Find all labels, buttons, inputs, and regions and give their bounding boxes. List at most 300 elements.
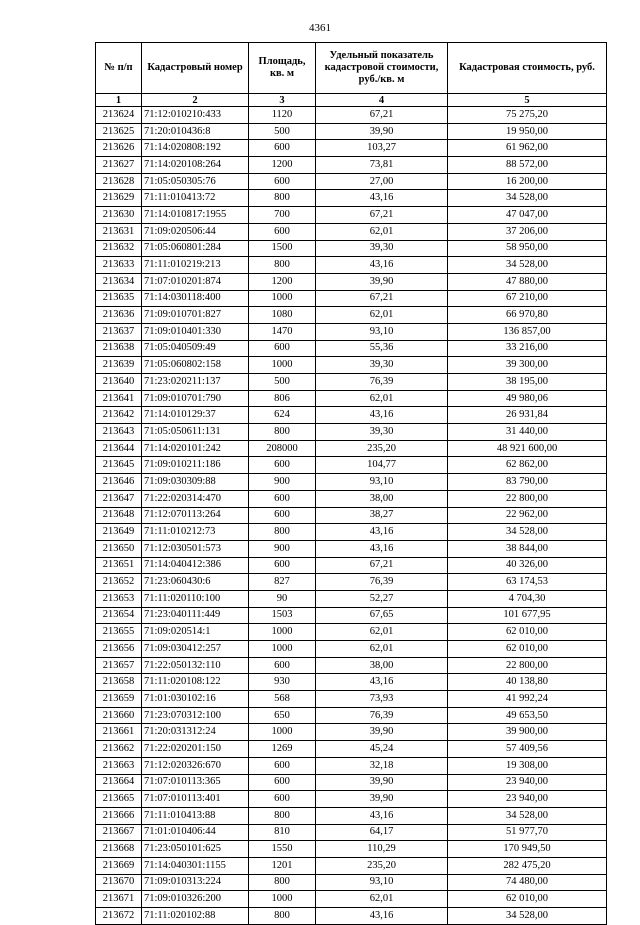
table-row — [96, 340, 607, 357]
table-row — [96, 774, 607, 791]
area: 600 — [249, 507, 316, 524]
row-number: 213626 — [96, 140, 142, 157]
area: 600 — [249, 791, 316, 808]
cadastral-number: 71:12:010210:433 — [142, 107, 249, 124]
cadastral-number: 71:12:030501:573 — [142, 540, 249, 557]
unit-value: 32,18 — [316, 757, 448, 774]
row-number: 213640 — [96, 374, 142, 391]
unit-value: 73,81 — [316, 157, 448, 174]
cadastral-value: 4 704,30 — [448, 590, 607, 607]
cadastral-value: 40 326,00 — [448, 557, 607, 574]
column-number: 1 — [96, 94, 142, 107]
area: 806 — [249, 390, 316, 407]
table-row — [96, 874, 607, 891]
cadastral-number: 71:23:070312:100 — [142, 707, 249, 724]
row-number: 213625 — [96, 123, 142, 140]
cadastral-number: 71:09:010701:790 — [142, 390, 249, 407]
row-number: 213653 — [96, 590, 142, 607]
row-number: 213654 — [96, 607, 142, 624]
unit-value: 62,01 — [316, 641, 448, 658]
cadastral-value: 16 200,00 — [448, 173, 607, 190]
cadastral-value: 26 931,84 — [448, 407, 607, 424]
area: 500 — [249, 123, 316, 140]
area: 650 — [249, 707, 316, 724]
cadastral-number: 71:14:040412:386 — [142, 557, 249, 574]
unit-value: 67,21 — [316, 207, 448, 224]
area: 1000 — [249, 624, 316, 641]
table-row — [96, 290, 607, 307]
area: 600 — [249, 340, 316, 357]
row-number: 213629 — [96, 190, 142, 207]
row-number: 213646 — [96, 474, 142, 491]
cadastral-value: 63 174,53 — [448, 574, 607, 591]
cadastral-value: 67 210,00 — [448, 290, 607, 307]
cadastral-number: 71:11:010413:72 — [142, 190, 249, 207]
cadastral-number: 71:14:020108:264 — [142, 157, 249, 174]
cadastral-value: 83 790,00 — [448, 474, 607, 491]
row-number: 213639 — [96, 357, 142, 374]
cadastral-number: 71:14:010129:37 — [142, 407, 249, 424]
row-number: 213666 — [96, 807, 142, 824]
row-number: 213671 — [96, 891, 142, 908]
area: 800 — [249, 908, 316, 925]
cadastral-value: 58 950,00 — [448, 240, 607, 257]
cadastral-number: 71:12:070113:264 — [142, 507, 249, 524]
cadastral-value: 38 195,00 — [448, 374, 607, 391]
table-row — [96, 724, 607, 741]
table-row — [96, 507, 607, 524]
row-number: 213642 — [96, 407, 142, 424]
cadastral-number: 71:23:060430:6 — [142, 574, 249, 591]
cadastral-number: 71:11:010413:88 — [142, 807, 249, 824]
cadastral-number: 71:22:050132:110 — [142, 657, 249, 674]
table-row — [96, 557, 607, 574]
area: 1000 — [249, 290, 316, 307]
row-number: 213672 — [96, 908, 142, 925]
cadastral-value: 101 677,95 — [448, 607, 607, 624]
cadastral-number: 71:05:060801:284 — [142, 240, 249, 257]
table-row — [96, 123, 607, 140]
area: 600 — [249, 223, 316, 240]
area: 600 — [249, 140, 316, 157]
cadastral-number: 71:11:020108:122 — [142, 674, 249, 691]
cadastral-number: 71:09:010326:200 — [142, 891, 249, 908]
area: 1269 — [249, 741, 316, 758]
cadastral-number: 71:07:010113:365 — [142, 774, 249, 791]
cadastral-number: 71:23:050101:625 — [142, 841, 249, 858]
unit-value: 38,00 — [316, 657, 448, 674]
unit-value: 52,27 — [316, 590, 448, 607]
unit-value: 43,16 — [316, 807, 448, 824]
row-number: 213669 — [96, 857, 142, 874]
unit-value: 43,16 — [316, 524, 448, 541]
cadastral-value: 57 409,56 — [448, 741, 607, 758]
row-number: 213637 — [96, 323, 142, 340]
row-number: 213664 — [96, 774, 142, 791]
cadastral-value: 34 528,00 — [448, 257, 607, 274]
cadastral-number: 71:14:020101:242 — [142, 440, 249, 457]
row-number: 213630 — [96, 207, 142, 224]
row-number: 213657 — [96, 657, 142, 674]
area: 208000 — [249, 440, 316, 457]
cadastral-number: 71:11:020110:100 — [142, 590, 249, 607]
header-unit-value: Удельный показатель кадастровой стоимости, руб./кв. м — [316, 43, 448, 94]
table-row — [96, 490, 607, 507]
cadastral-value: 74 480,00 — [448, 874, 607, 891]
unit-value: 55,36 — [316, 340, 448, 357]
row-number: 213665 — [96, 791, 142, 808]
cadastral-value: 66 970,80 — [448, 307, 607, 324]
row-number: 213660 — [96, 707, 142, 724]
unit-value: 39,90 — [316, 791, 448, 808]
cadastral-value: 136 857,00 — [448, 323, 607, 340]
table-row — [96, 741, 607, 758]
cadastral-value: 33 216,00 — [448, 340, 607, 357]
cadastral-number: 71:11:010212:73 — [142, 524, 249, 541]
table-row — [96, 173, 607, 190]
cadastral-value: 47 047,00 — [448, 207, 607, 224]
cadastral-value: 51 977,70 — [448, 824, 607, 841]
table-row — [96, 390, 607, 407]
cadastral-number: 71:22:020201:150 — [142, 741, 249, 758]
unit-value: 62,01 — [316, 891, 448, 908]
cadastral-number: 71:14:020808:192 — [142, 140, 249, 157]
table-row — [96, 424, 607, 441]
cadastral-number: 71:11:020102:88 — [142, 908, 249, 925]
column-number: 5 — [448, 94, 607, 107]
cadastral-number: 71:14:040301:1155 — [142, 857, 249, 874]
column-number: 4 — [316, 94, 448, 107]
cadastral-number: 71:09:030309:88 — [142, 474, 249, 491]
area: 600 — [249, 557, 316, 574]
cadastral-number: 71:14:010817:1955 — [142, 207, 249, 224]
cadastral-number: 71:22:020314:470 — [142, 490, 249, 507]
cadastral-number: 71:07:010113:401 — [142, 791, 249, 808]
row-number: 213643 — [96, 424, 142, 441]
cadastral-number: 71:09:020514:1 — [142, 624, 249, 641]
table-row — [96, 157, 607, 174]
unit-value: 67,21 — [316, 107, 448, 124]
area: 600 — [249, 457, 316, 474]
unit-value: 43,16 — [316, 674, 448, 691]
unit-value: 93,10 — [316, 874, 448, 891]
cadastral-value: 62 010,00 — [448, 891, 607, 908]
row-number: 213628 — [96, 173, 142, 190]
table-row — [96, 207, 607, 224]
unit-value: 39,30 — [316, 357, 448, 374]
header-cadastral-value: Кадастровая стоимость, руб. — [448, 43, 607, 94]
header-row — [96, 43, 607, 94]
unit-value: 103,27 — [316, 140, 448, 157]
table-row — [96, 457, 607, 474]
unit-value: 235,20 — [316, 440, 448, 457]
cadastral-value: 61 962,00 — [448, 140, 607, 157]
area: 600 — [249, 757, 316, 774]
row-number: 213659 — [96, 691, 142, 708]
cadastral-value: 62 862,00 — [448, 457, 607, 474]
table-row — [96, 908, 607, 925]
unit-value: 39,90 — [316, 724, 448, 741]
table-row — [96, 307, 607, 324]
area: 1000 — [249, 357, 316, 374]
row-number: 213645 — [96, 457, 142, 474]
unit-value: 39,90 — [316, 774, 448, 791]
table-row — [96, 257, 607, 274]
area: 930 — [249, 674, 316, 691]
column-number-row — [96, 94, 607, 107]
cadastral-number: 71:01:010406:44 — [142, 824, 249, 841]
table-row — [96, 440, 607, 457]
cadastral-value: 75 275,20 — [448, 107, 607, 124]
table-row — [96, 607, 607, 624]
cadastral-value: 88 572,00 — [448, 157, 607, 174]
area: 600 — [249, 657, 316, 674]
cadastral-value-table — [95, 42, 607, 925]
cadastral-value: 170 949,50 — [448, 841, 607, 858]
area: 1550 — [249, 841, 316, 858]
unit-value: 43,16 — [316, 257, 448, 274]
cadastral-number: 71:20:010436:8 — [142, 123, 249, 140]
cadastral-value: 19 950,00 — [448, 123, 607, 140]
unit-value: 43,16 — [316, 908, 448, 925]
cadastral-number: 71:05:040509:49 — [142, 340, 249, 357]
cadastral-number: 71:11:010219:213 — [142, 257, 249, 274]
row-number: 213663 — [96, 757, 142, 774]
unit-value: 62,01 — [316, 223, 448, 240]
cadastral-value: 31 440,00 — [448, 424, 607, 441]
area: 1200 — [249, 157, 316, 174]
cadastral-number: 71:23:020211:137 — [142, 374, 249, 391]
row-number: 213635 — [96, 290, 142, 307]
row-number: 213647 — [96, 490, 142, 507]
row-number: 213668 — [96, 841, 142, 858]
cadastral-number: 71:20:031312:24 — [142, 724, 249, 741]
unit-value: 39,90 — [316, 273, 448, 290]
row-number: 213638 — [96, 340, 142, 357]
area: 1080 — [249, 307, 316, 324]
unit-value: 67,21 — [316, 290, 448, 307]
table-row — [96, 624, 607, 641]
cadastral-number: 71:07:010201:874 — [142, 273, 249, 290]
cadastral-number: 71:09:010701:827 — [142, 307, 249, 324]
unit-value: 43,16 — [316, 407, 448, 424]
table-row — [96, 323, 607, 340]
row-number: 213662 — [96, 741, 142, 758]
table-body — [96, 107, 607, 925]
table-row — [96, 841, 607, 858]
row-number: 213656 — [96, 641, 142, 658]
area: 800 — [249, 190, 316, 207]
cadastral-value: 38 844,00 — [448, 540, 607, 557]
unit-value: 38,27 — [316, 507, 448, 524]
table-row — [96, 691, 607, 708]
cadastral-value: 49 980,06 — [448, 390, 607, 407]
unit-value: 62,01 — [316, 307, 448, 324]
unit-value: 39,30 — [316, 240, 448, 257]
cadastral-value: 34 528,00 — [448, 908, 607, 925]
table-row — [96, 474, 607, 491]
table-row — [96, 190, 607, 207]
header-number: № п/п — [96, 43, 142, 94]
area: 800 — [249, 874, 316, 891]
row-number: 213649 — [96, 524, 142, 541]
cadastral-value: 39 900,00 — [448, 724, 607, 741]
row-number: 213627 — [96, 157, 142, 174]
cadastral-value: 19 308,00 — [448, 757, 607, 774]
cadastral-value: 47 880,00 — [448, 273, 607, 290]
area: 900 — [249, 540, 316, 557]
row-number: 213670 — [96, 874, 142, 891]
row-number: 213661 — [96, 724, 142, 741]
table-row — [96, 857, 607, 874]
row-number: 213644 — [96, 440, 142, 457]
unit-value: 235,20 — [316, 857, 448, 874]
area: 800 — [249, 424, 316, 441]
unit-value: 76,39 — [316, 574, 448, 591]
unit-value: 110,29 — [316, 841, 448, 858]
column-number: 3 — [249, 94, 316, 107]
unit-value: 45,24 — [316, 741, 448, 758]
table-row — [96, 641, 607, 658]
row-number: 213651 — [96, 557, 142, 574]
cadastral-value: 62 010,00 — [448, 624, 607, 641]
cadastral-value: 49 653,50 — [448, 707, 607, 724]
header-cadastral-number: Кадастровый номер — [142, 43, 249, 94]
table-row — [96, 223, 607, 240]
table-row — [96, 524, 607, 541]
area: 827 — [249, 574, 316, 591]
cadastral-number: 71:14:030118:400 — [142, 290, 249, 307]
unit-value: 27,00 — [316, 173, 448, 190]
area: 1201 — [249, 857, 316, 874]
cadastral-value: 34 528,00 — [448, 807, 607, 824]
table-row — [96, 674, 607, 691]
row-number: 213650 — [96, 540, 142, 557]
table-row — [96, 374, 607, 391]
area: 800 — [249, 257, 316, 274]
table-row — [96, 757, 607, 774]
row-number: 213636 — [96, 307, 142, 324]
header-area: Площадь, кв. м — [249, 43, 316, 94]
page-number: 4361 — [309, 22, 331, 34]
table-row — [96, 574, 607, 591]
cadastral-value: 41 992,24 — [448, 691, 607, 708]
cadastral-value: 39 300,00 — [448, 357, 607, 374]
cadastral-value: 62 010,00 — [448, 641, 607, 658]
unit-value: 104,77 — [316, 457, 448, 474]
unit-value: 67,21 — [316, 557, 448, 574]
cadastral-number: 71:09:020506:44 — [142, 223, 249, 240]
area: 700 — [249, 207, 316, 224]
row-number: 213667 — [96, 824, 142, 841]
cadastral-value: 23 940,00 — [448, 774, 607, 791]
area: 600 — [249, 490, 316, 507]
table-row — [96, 540, 607, 557]
row-number: 213652 — [96, 574, 142, 591]
table-row — [96, 140, 607, 157]
row-number: 213648 — [96, 507, 142, 524]
unit-value: 43,16 — [316, 540, 448, 557]
table-row — [96, 590, 607, 607]
area: 600 — [249, 774, 316, 791]
table-row — [96, 707, 607, 724]
cadastral-value: 282 475,20 — [448, 857, 607, 874]
table-row — [96, 657, 607, 674]
table-row — [96, 107, 607, 124]
column-number: 2 — [142, 94, 249, 107]
cadastral-number: 71:05:050611:131 — [142, 424, 249, 441]
unit-value: 64,17 — [316, 824, 448, 841]
row-number: 213633 — [96, 257, 142, 274]
cadastral-value: 23 940,00 — [448, 791, 607, 808]
area: 1000 — [249, 641, 316, 658]
table-row — [96, 240, 607, 257]
unit-value: 62,01 — [316, 624, 448, 641]
area: 500 — [249, 374, 316, 391]
area: 1000 — [249, 724, 316, 741]
row-number: 213631 — [96, 223, 142, 240]
area: 90 — [249, 590, 316, 607]
table-row — [96, 824, 607, 841]
area: 810 — [249, 824, 316, 841]
table-row — [96, 807, 607, 824]
table-row — [96, 273, 607, 290]
cadastral-value: 40 138,80 — [448, 674, 607, 691]
unit-value: 43,16 — [316, 190, 448, 207]
unit-value: 38,00 — [316, 490, 448, 507]
table-row — [96, 407, 607, 424]
area: 1470 — [249, 323, 316, 340]
cadastral-number: 71:05:060802:158 — [142, 357, 249, 374]
cadastral-value: 37 206,00 — [448, 223, 607, 240]
row-number: 213624 — [96, 107, 142, 124]
cadastral-number: 71:09:030412:257 — [142, 641, 249, 658]
area: 900 — [249, 474, 316, 491]
cadastral-value: 22 962,00 — [448, 507, 607, 524]
area: 624 — [249, 407, 316, 424]
unit-value: 73,93 — [316, 691, 448, 708]
cadastral-value: 22 800,00 — [448, 657, 607, 674]
table-row — [96, 791, 607, 808]
cadastral-number: 71:09:010211:186 — [142, 457, 249, 474]
cadastral-value: 34 528,00 — [448, 190, 607, 207]
row-number: 213641 — [96, 390, 142, 407]
area: 1200 — [249, 273, 316, 290]
area: 1120 — [249, 107, 316, 124]
row-number: 213658 — [96, 674, 142, 691]
area: 800 — [249, 807, 316, 824]
cadastral-value: 48 921 600,00 — [448, 440, 607, 457]
cadastral-number: 71:09:010401:330 — [142, 323, 249, 340]
cadastral-number: 71:23:040111:449 — [142, 607, 249, 624]
area: 1500 — [249, 240, 316, 257]
row-number: 213655 — [96, 624, 142, 641]
table-row — [96, 357, 607, 374]
unit-value: 76,39 — [316, 707, 448, 724]
area: 800 — [249, 524, 316, 541]
unit-value: 67,65 — [316, 607, 448, 624]
cadastral-value: 34 528,00 — [448, 524, 607, 541]
cadastral-number: 71:05:050305:76 — [142, 173, 249, 190]
area: 568 — [249, 691, 316, 708]
unit-value: 62,01 — [316, 390, 448, 407]
area: 1000 — [249, 891, 316, 908]
row-number: 213632 — [96, 240, 142, 257]
unit-value: 93,10 — [316, 323, 448, 340]
row-number: 213634 — [96, 273, 142, 290]
unit-value: 93,10 — [316, 474, 448, 491]
area: 1503 — [249, 607, 316, 624]
